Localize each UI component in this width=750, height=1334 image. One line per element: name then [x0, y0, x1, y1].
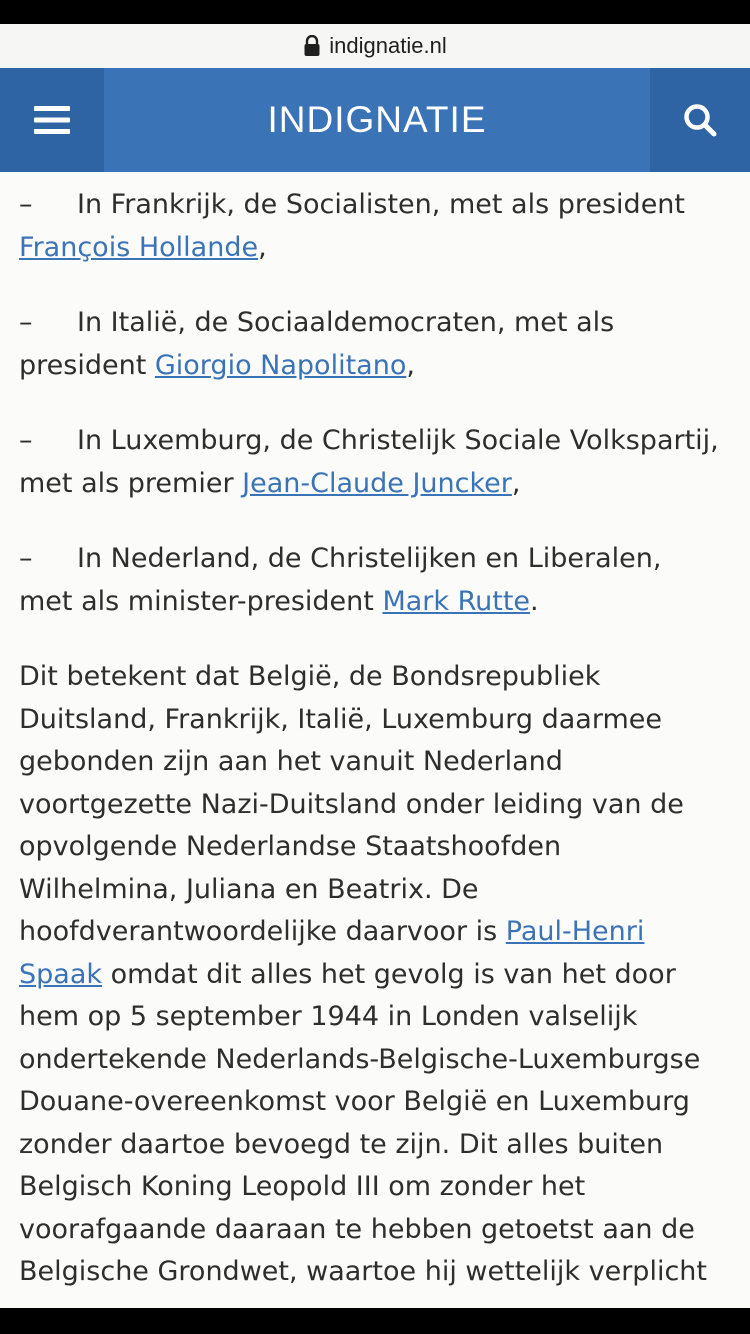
article-content [19, 184, 719, 1334]
list-item [19, 538, 719, 623]
item-punct: . [530, 585, 539, 617]
body-paragraph [19, 656, 719, 1334]
hamburger-icon [32, 104, 72, 136]
item-punct: , [406, 349, 415, 381]
link-jean-claude-juncker[interactable]: Jean-Claude Juncker [242, 467, 512, 499]
item-text: In Nederland, de Christelijken en Liberalen, met als minister-president [19, 543, 662, 617]
status-bar [0, 0, 750, 24]
paragraph-text: omdat dit alles het gevolg is van het door hem op 5 september 1944 in Londen valselijk ondertekende Nederlands-Belgische-Luxemburgse Douane-overeenkomst voor België en Luxemburg zonder daartoe bevoegd te zijn. Dit alles buiten Belgisch Koning Leopold III om zonder het voorafgaande daaraan te hebben getoetst aan de Belgische Grondwet, waartoe hij wettelijk verplicht [19, 958, 707, 1287]
item-punct: , [258, 231, 267, 263]
item-text: In Luxemburg, de Christelijk Sociale Volkspartij, met als premier [19, 425, 719, 499]
address-bar[interactable] [0, 24, 750, 68]
site-header [0, 68, 750, 172]
link-mark-rutte[interactable]: Mark Rutte [382, 585, 531, 617]
paragraph-text: Dit betekent dat België, de Bondsrepubliek Duitsland, Frankrijk, Italië, Luxemburg daarmee gebonden zijn aan het vanuit Nederland voortgezette Nazi-Duitsland onder leiding van de opvolgende Nederlandse Staatshoofden Wilhelmina, Juliana en Beatrix. De hoofdverantwoordelijke daarvoor is [19, 661, 684, 947]
link-paul-henri-spaak[interactable]: Paul-Henri Spaak [19, 916, 645, 990]
bottom-bar [0, 1308, 750, 1334]
list-item [19, 184, 719, 269]
dash: – [19, 307, 33, 338]
list-item [19, 302, 719, 387]
search-icon [682, 102, 718, 138]
menu-button[interactable] [0, 68, 104, 172]
item-text: In Frankrijk, de Socialisten, met als president [77, 189, 686, 220]
item-text: In Italië, de Sociaaldemocraten, met als president [19, 307, 615, 381]
dash: – [19, 425, 33, 456]
link-francois-hollande[interactable]: François Hollande [19, 231, 259, 263]
dash: – [19, 543, 33, 574]
lock-icon [303, 35, 321, 57]
dash: – [19, 189, 33, 220]
site-title[interactable]: INDIGNATIE [267, 99, 487, 140]
link-giorgio-napolitano[interactable]: Giorgio Napolitano [154, 349, 407, 381]
url-text[interactable]: indignatie.nl [329, 33, 447, 58]
item-punct: , [511, 467, 521, 499]
list-item [19, 420, 719, 505]
search-button[interactable] [650, 68, 750, 172]
